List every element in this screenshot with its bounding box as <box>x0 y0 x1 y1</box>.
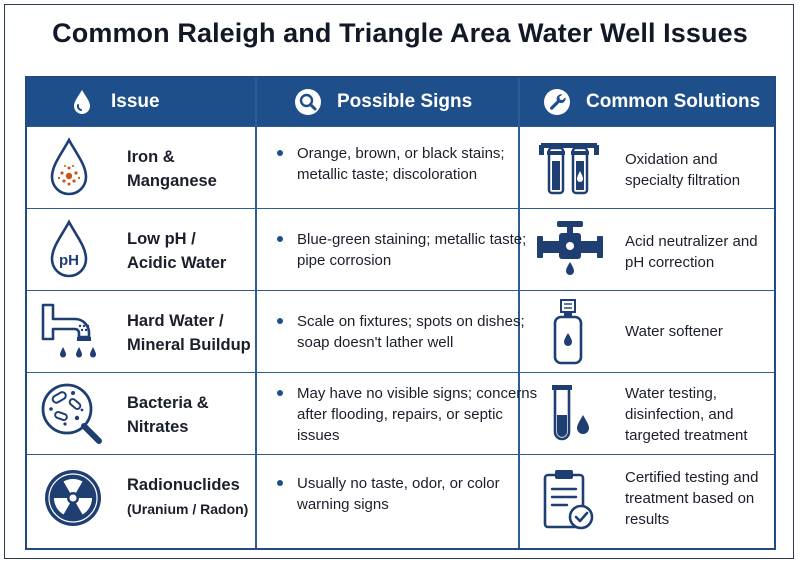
common-solution: Water softener <box>625 323 723 340</box>
header-signs <box>293 78 472 126</box>
issues-table <box>25 76 776 550</box>
issue-label <box>127 473 248 521</box>
radiation-icon <box>42 467 104 529</box>
possible-signs: May have no visible signs; concerns after flooding, repairs, or septic issues <box>277 383 547 446</box>
pipe-valve-icon <box>535 219 605 281</box>
ph-drop-icon <box>47 219 91 281</box>
issue-line1: Radionuclides <box>127 476 240 494</box>
table-row <box>27 208 774 290</box>
issue-line2: Manganese <box>127 172 217 190</box>
faucet-icon <box>39 299 105 363</box>
header-solutions-label: Common Solutions <box>586 91 761 112</box>
water-drop-icon <box>67 87 97 117</box>
table-row <box>27 454 774 548</box>
table-row <box>27 290 774 372</box>
header-solutions <box>542 78 760 126</box>
common-solution: Certified testing and treatment based on results <box>625 469 759 528</box>
clipboard-check-icon <box>541 467 595 533</box>
table-row <box>27 126 774 208</box>
issue-line1: Hard Water / <box>127 312 224 330</box>
common-solution: Oxidation and specialty filtration <box>625 151 741 189</box>
bacteria-magnifier-icon <box>37 379 107 447</box>
softener-tank-icon <box>551 297 587 367</box>
issue-line2: Nitrates <box>127 418 189 436</box>
header-signs-label: Possible Signs <box>337 91 473 112</box>
search-icon <box>293 87 323 117</box>
table-header <box>27 78 774 126</box>
iron-drop-icon <box>47 137 91 199</box>
issue-line1: Iron & <box>127 148 175 166</box>
issue-line2: (Uranium / Radon) <box>127 501 249 517</box>
table-row <box>27 372 774 454</box>
issue-label <box>127 391 209 439</box>
wrench-icon <box>542 87 572 117</box>
test-tube-icon <box>547 381 593 447</box>
issue-label <box>127 309 251 357</box>
common-solution: Water testing, disinfection, and targeted treatment <box>625 385 748 444</box>
issue-line1: Bacteria & <box>127 394 209 412</box>
possible-signs: Usually no taste, odor, or color warning signs <box>277 473 547 515</box>
issue-line1: Low pH / <box>127 230 196 248</box>
possible-signs: Orange, brown, or black stains; metallic taste; discoloration <box>277 143 547 185</box>
common-solution: Acid neutralizer and pH correction <box>625 233 758 271</box>
possible-signs: Scale on fixtures; spots on dishes; soap doesn't lather well <box>277 311 547 353</box>
issue-label <box>127 145 217 193</box>
svg-text:pH: pH <box>59 252 79 269</box>
header-issue <box>67 78 160 126</box>
issue-line2: Acidic Water <box>127 254 227 272</box>
possible-signs: Blue-green staining; metallic taste; pipe corrosion <box>277 229 547 271</box>
issue-label <box>127 227 226 275</box>
filter-cartridges-icon <box>537 139 601 197</box>
header-issue-label: Issue <box>111 91 160 112</box>
issue-line2: Mineral Buildup <box>127 336 251 354</box>
page-title: Common Raleigh and Triangle Area Water Well Issues <box>52 18 748 48</box>
